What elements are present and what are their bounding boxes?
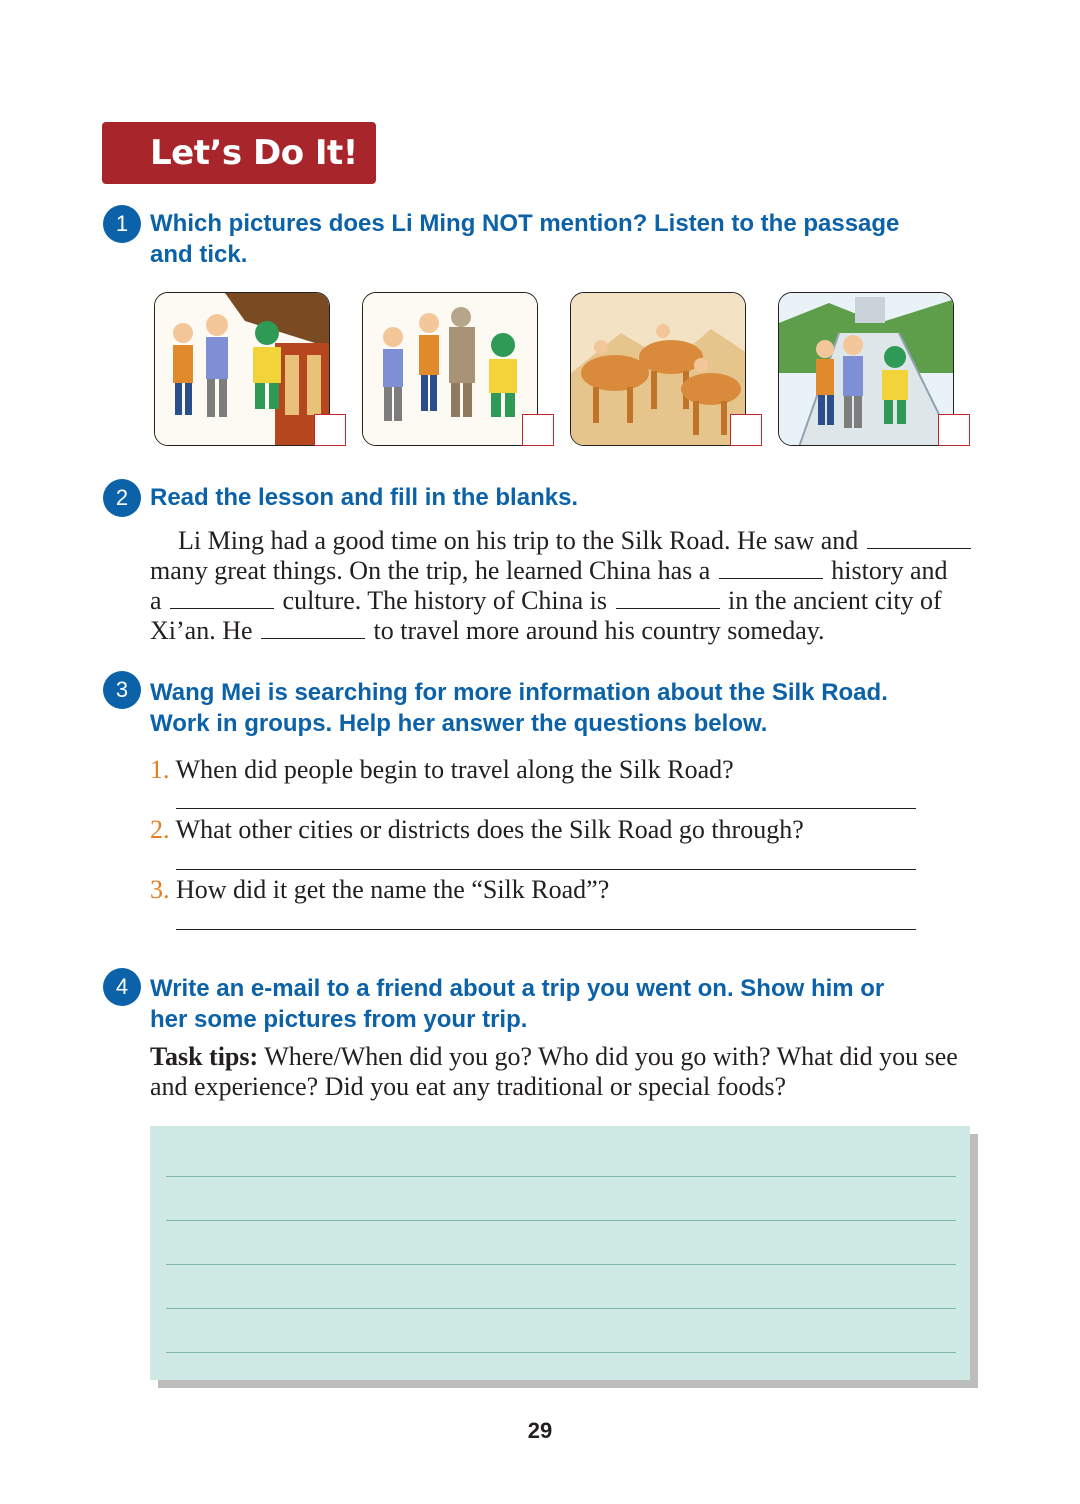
- blank-2[interactable]: [719, 556, 823, 579]
- fill-text: to travel more around his country someday.: [373, 616, 825, 645]
- fill-text: history and: [831, 556, 948, 585]
- writing-line: [166, 1176, 956, 1177]
- blank-4[interactable]: [616, 586, 720, 609]
- writing-line: [166, 1308, 956, 1309]
- fill-text: Xi’an. He: [150, 616, 253, 645]
- picture-great-wall-scene: [778, 292, 954, 446]
- section-1-number: 1: [103, 205, 141, 243]
- fill-line-4: [150, 616, 980, 646]
- section-4-heading-line1: Write an e-mail to a friend about a trip you went on. Show him or: [150, 975, 885, 1002]
- section-3-heading-line1: Wang Mei is searching for more information about the Silk Road.: [150, 679, 888, 706]
- picture-market-scene: [154, 292, 330, 446]
- section-1-heading: [150, 208, 970, 270]
- tick-box-2[interactable]: [522, 414, 554, 446]
- writing-line: [166, 1352, 956, 1353]
- question-1: [150, 755, 734, 785]
- tick-box-4[interactable]: [938, 414, 970, 446]
- writing-line: [166, 1264, 956, 1265]
- banner-title: Let’s Do It!: [150, 133, 358, 173]
- fill-line-1: [150, 526, 1008, 556]
- section-4-heading-line2: her some pictures from your trip.: [150, 1006, 528, 1033]
- question-number: 2.: [150, 815, 170, 844]
- section-4-heading: [150, 973, 970, 1035]
- section-2-number: 2: [103, 479, 141, 517]
- writing-line: [166, 1220, 956, 1221]
- answer-line-3[interactable]: [176, 929, 916, 930]
- question-3: [150, 875, 609, 905]
- tick-box-3[interactable]: [730, 414, 762, 446]
- fill-text: culture. The history of China is: [282, 586, 608, 615]
- task-tips: [150, 1042, 980, 1102]
- task-tips-text: Where/When did you go? Who did you go with? What did you see and experience? Did you eat any traditional or special foods?: [150, 1042, 958, 1101]
- fill-text: a: [150, 586, 162, 615]
- answer-line-2[interactable]: [176, 869, 916, 870]
- section-4-number: 4: [103, 968, 141, 1006]
- fill-text: many great things. On the trip, he learned China has a: [150, 556, 711, 585]
- blank-3[interactable]: [170, 586, 274, 609]
- task-tips-label: Task tips:: [150, 1042, 259, 1071]
- question-text: When did people begin to travel along the Silk Road?: [175, 755, 734, 784]
- picture-camel-desert-scene: [570, 292, 746, 446]
- section-3-heading: [150, 677, 970, 739]
- section-3-heading-line2: Work in groups. Help her answer the questions below.: [150, 710, 768, 737]
- question-text: How did it get the name the “Silk Road”?: [176, 875, 610, 904]
- picture-terracotta-scene: [362, 292, 538, 446]
- fill-text: in the ancient city of: [728, 586, 942, 615]
- section-1-heading-line1: Which pictures does Li Ming NOT mention? Listen to the passage: [150, 210, 900, 237]
- fill-line-2: [150, 556, 980, 586]
- question-number: 1.: [150, 755, 170, 784]
- question-text: What other cities or districts does the Silk Road go through?: [175, 815, 804, 844]
- writing-box[interactable]: [150, 1126, 970, 1380]
- section-2-heading: Read the lesson and fill in the blanks.: [150, 484, 579, 511]
- question-number: 3.: [150, 875, 170, 904]
- section-1-heading-line2: and tick.: [150, 241, 248, 268]
- section-3-number: 3: [103, 671, 141, 709]
- blank-5[interactable]: [261, 616, 365, 639]
- question-2: [150, 815, 804, 845]
- answer-line-1[interactable]: [176, 808, 916, 809]
- fill-line-3: [150, 586, 980, 616]
- fill-text: Li Ming had a good time on his trip to the Silk Road. He saw and: [178, 526, 859, 555]
- blank-1[interactable]: [867, 526, 971, 549]
- tick-box-1[interactable]: [314, 414, 346, 446]
- page-number: 29: [527, 1418, 553, 1443]
